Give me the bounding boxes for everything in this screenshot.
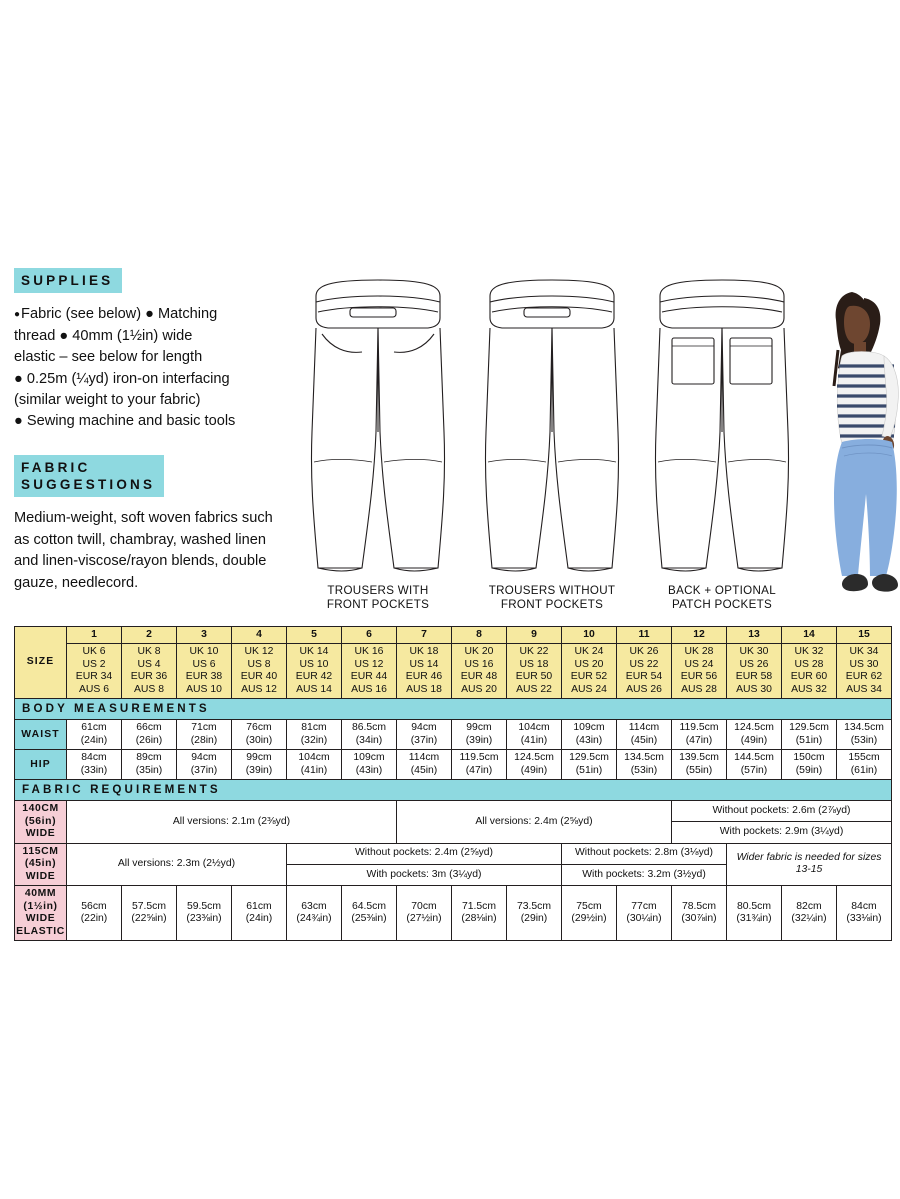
fabric-140-without-pockets: Without pockets: 2.6m (2⅞yd) <box>672 801 892 822</box>
size-codes: UK 6 US 2 EUR 34 AUS 6 <box>67 644 122 699</box>
size-number: 1 <box>67 627 122 644</box>
size-codes: UK 30 US 26 EUR 58 AUS 30 <box>727 644 782 699</box>
illustration-row <box>280 272 890 617</box>
waist-value: 81cm (32in) <box>287 720 342 750</box>
hip-value: 119.5cm (47in) <box>452 750 507 780</box>
size-codes: UK 26 US 22 EUR 54 AUS 26 <box>617 644 672 699</box>
illustration-trousers-with-front-pockets <box>288 272 468 612</box>
size-number: 13 <box>727 627 782 644</box>
table-row-115cm-a <box>15 843 892 864</box>
hip-value: 139.5cm (55in) <box>672 750 727 780</box>
size-codes: UK 20 US 16 EUR 48 AUS 20 <box>452 644 507 699</box>
supplies-line-3: elastic – see below for length <box>14 349 203 366</box>
hip-value: 114cm (45in) <box>397 750 452 780</box>
supplies-line-4: ● 0.25m (¼yd) iron-on interfacing <box>14 370 230 387</box>
table-row-hip <box>15 750 892 780</box>
size-codes: UK 16 US 12 EUR 44 AUS 16 <box>342 644 397 699</box>
row-label-elastic: 40MM (1½in) WIDE ELASTIC <box>15 886 67 941</box>
illustration-2-caption <box>462 584 642 612</box>
fabric-115-with-pockets-a: With pockets: 3m (3¼yd) <box>287 864 562 885</box>
caption-line-1: BACK + OPTIONAL <box>668 584 776 597</box>
model-photo <box>808 276 900 616</box>
fabric-140-all-versions-a: All versions: 2.1m (2⅜yd) <box>67 801 397 843</box>
row-label-115cm: 115CM (45in) WIDE <box>15 843 67 885</box>
size-number: 9 <box>507 627 562 644</box>
size-number: 7 <box>397 627 452 644</box>
waist-value: 76cm (30in) <box>232 720 287 750</box>
elastic-value: 78.5cm (30⅞in) <box>672 886 727 941</box>
waist-value: 99cm (39in) <box>452 720 507 750</box>
illustration-3-caption <box>632 584 812 612</box>
caption-line-2: FRONT POCKETS <box>326 598 430 612</box>
waist-value: 119.5cm (47in) <box>672 720 727 750</box>
illustration-back-patch-pockets <box>632 272 812 612</box>
size-number: 4 <box>232 627 287 644</box>
row-label-size: SIZE <box>15 627 67 699</box>
elastic-value: 77cm (30¼in) <box>617 886 672 941</box>
size-codes: UK 10 US 6 EUR 38 AUS 10 <box>177 644 232 699</box>
table-row-size-numbers <box>15 627 892 644</box>
size-and-fabric-table <box>14 626 886 941</box>
elastic-value: 63cm (24¾in) <box>287 886 342 941</box>
elastic-value: 59.5cm (23⅜in) <box>177 886 232 941</box>
elastic-value: 80.5cm (31¾in) <box>727 886 782 941</box>
size-codes: UK 24 US 20 EUR 52 AUS 24 <box>562 644 617 699</box>
elastic-value: 75cm (29½in) <box>562 886 617 941</box>
size-codes: UK 32 US 28 EUR 60 AUS 32 <box>782 644 837 699</box>
hip-value: 99cm (39in) <box>232 750 287 780</box>
fabric-115-without-pockets-a: Without pockets: 2.4m (2⅝yd) <box>287 843 562 864</box>
waist-value: 86.5cm (34in) <box>342 720 397 750</box>
size-codes: UK 12 US 8 EUR 40 AUS 12 <box>232 644 287 699</box>
waist-value: 71cm (28in) <box>177 720 232 750</box>
fabric-suggestions-text: Medium-weight, soft woven fabrics such as cotton twill, chambray, washed linen and linen-viscose/rayon blends, double gauze, needlecord. <box>14 510 273 591</box>
hip-value: 155cm (61in) <box>837 750 892 780</box>
caption-line-1: TROUSERS WITHOUT <box>488 584 616 597</box>
size-number: 8 <box>452 627 507 644</box>
caption-line-2: FRONT POCKETS <box>500 598 604 612</box>
size-number: 10 <box>562 627 617 644</box>
waist-value: 66cm (26in) <box>122 720 177 750</box>
elastic-value: 84cm (33⅛in) <box>837 886 892 941</box>
hip-value: 144.5cm (57in) <box>727 750 782 780</box>
row-label-waist: WAIST <box>15 720 67 750</box>
fabric-140-all-versions-b: All versions: 2.4m (2⅝yd) <box>397 801 672 843</box>
fabric-suggestions-heading <box>14 455 164 498</box>
size-codes: UK 18 US 14 EUR 46 AUS 18 <box>397 644 452 699</box>
size-number: 2 <box>122 627 177 644</box>
waist-value: 134.5cm (53in) <box>837 720 892 750</box>
fabric-heading-line-2: SUGGESTIONS <box>21 477 156 493</box>
waist-value: 124.5cm (49in) <box>727 720 782 750</box>
left-column <box>14 268 280 594</box>
elastic-value: 73.5cm (29in) <box>507 886 562 941</box>
hip-value: 94cm (37in) <box>177 750 232 780</box>
size-codes: UK 22 US 18 EUR 50 AUS 22 <box>507 644 562 699</box>
band-label: FABRIC REQUIREMENTS <box>15 780 892 801</box>
table-band-body-measurements <box>15 699 892 720</box>
supplies-line-6: ● Sewing machine and basic tools <box>14 413 236 430</box>
size-number: 12 <box>672 627 727 644</box>
hip-value: 109cm (43in) <box>342 750 397 780</box>
illustration-trousers-without-front-pockets <box>462 272 642 612</box>
waist-value: 129.5cm (51in) <box>782 720 837 750</box>
size-number: 5 <box>287 627 342 644</box>
hip-value: 150cm (59in) <box>782 750 837 780</box>
supplies-text <box>14 304 280 433</box>
row-label-hip: HIP <box>15 750 67 780</box>
size-codes: UK 8 US 4 EUR 36 AUS 8 <box>122 644 177 699</box>
elastic-value: 57.5cm (22⅝in) <box>122 886 177 941</box>
fabric-heading-line-1: FABRIC <box>21 459 91 475</box>
elastic-value: 56cm (22in) <box>67 886 122 941</box>
supplies-line-1: Fabric (see below) ● Matching <box>21 306 218 323</box>
fabric-115-with-pockets-b: With pockets: 3.2m (3½yd) <box>562 864 727 885</box>
size-number: 14 <box>782 627 837 644</box>
size-number: 11 <box>617 627 672 644</box>
band-label: BODY MEASUREMENTS <box>15 699 892 720</box>
fabric-115-without-pockets-b: Without pockets: 2.8m (3⅛yd) <box>562 843 727 864</box>
hip-value: 104cm (41in) <box>287 750 342 780</box>
caption-line-1: TROUSERS WITH <box>327 584 429 597</box>
hip-value: 129.5cm (51in) <box>562 750 617 780</box>
waist-value: 61cm (24in) <box>67 720 122 750</box>
elastic-value: 70cm (27½in) <box>397 886 452 941</box>
size-number: 6 <box>342 627 397 644</box>
waist-value: 109cm (43in) <box>562 720 617 750</box>
fabric-115-all-versions: All versions: 2.3m (2½yd) <box>67 843 287 885</box>
table-row-140cm-a <box>15 801 892 822</box>
table-row-elastic <box>15 886 892 941</box>
table-row-waist <box>15 720 892 750</box>
fabric-140-with-pockets: With pockets: 2.9m (3¼yd) <box>672 822 892 843</box>
waist-value: 104cm (41in) <box>507 720 562 750</box>
table-band-fabric-requirements <box>15 780 892 801</box>
fabric-115-wider-fabric-note: Wider fabric is needed for sizes 13-15 <box>727 843 892 885</box>
size-number: 15 <box>837 627 892 644</box>
caption-line-2: PATCH POCKETS <box>671 598 773 612</box>
elastic-value: 82cm (32¼in) <box>782 886 837 941</box>
row-label-140cm: 140CM (56in) WIDE <box>15 801 67 843</box>
size-number: 3 <box>177 627 232 644</box>
size-codes: UK 28 US 24 EUR 56 AUS 28 <box>672 644 727 699</box>
hip-value: 134.5cm (53in) <box>617 750 672 780</box>
supplies-line-5: (similar weight to your fabric) <box>14 392 201 409</box>
hip-value: 124.5cm (49in) <box>507 750 562 780</box>
table-row-size-codes <box>15 644 892 699</box>
elastic-value: 71.5cm (28⅛in) <box>452 886 507 941</box>
elastic-value: 61cm (24in) <box>232 886 287 941</box>
supplies-heading: SUPPLIES <box>14 268 122 293</box>
hip-value: 84cm (33in) <box>67 750 122 780</box>
hip-value: 89cm (35in) <box>122 750 177 780</box>
size-codes: UK 14 US 10 EUR 42 AUS 14 <box>287 644 342 699</box>
waist-value: 94cm (37in) <box>397 720 452 750</box>
supplies-line-2: thread ● 40mm (1½in) wide <box>14 327 193 344</box>
illustration-1-caption <box>288 584 468 612</box>
size-codes: UK 34 US 30 EUR 62 AUS 34 <box>837 644 892 699</box>
elastic-value: 64.5cm (25⅜in) <box>342 886 397 941</box>
bullet-icon: ● <box>14 308 21 320</box>
waist-value: 114cm (45in) <box>617 720 672 750</box>
